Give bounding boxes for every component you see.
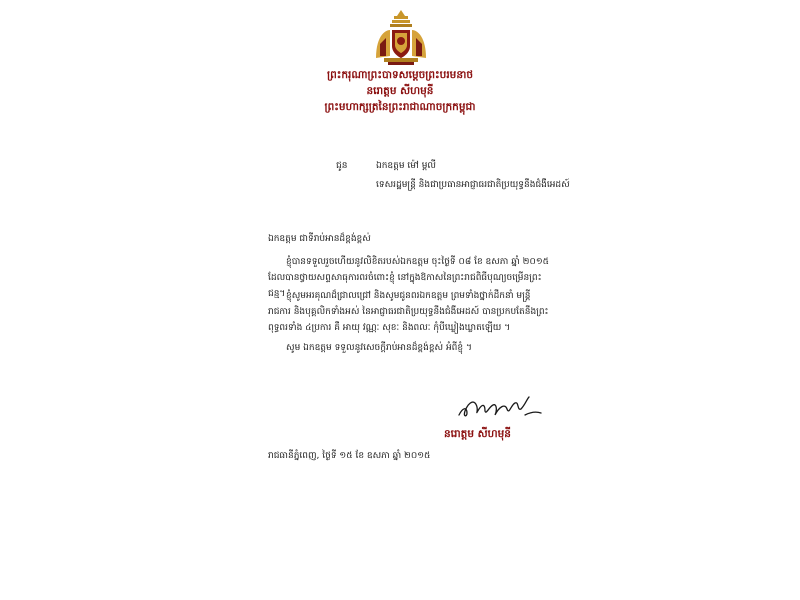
- body-paragraph-1: ខ្ញុំបានទទួលរួចហើយនូវលិខិតរបស់ឯកឧត្ដម ចុះថ្ងៃទី ០៨ ខែ ឧសភា ឆ្នាំ ២០១៥ ដែលបានថ្វាយសព្ទសាធុការពរចំពោះខ្ញុំ នៅក្នុងឱកាសនៃព្រះរាជពិធីបុណ្យចម្រើនព្រះជន្ម។: [268, 257, 550, 299]
- handwritten-signature-icon: [455, 393, 545, 421]
- salutation: ឯកឧត្ដម ជាទីរាប់អានដ៏ខ្ពង់ខ្ពស់: [268, 234, 371, 244]
- body-paragraph-3: សូម ឯកឧត្ដម ទទួលនូវសេចក្ដីរាប់អានដ៏ខ្ពង់ខ្ពស់ អំពីខ្ញុំ ។: [286, 343, 472, 353]
- to-label: ជូន: [336, 161, 348, 171]
- recipient-line: [336, 160, 436, 173]
- sender-title-line-1: ព្រះករុណាព្រះបាទសម្ដេចព្រះបរមនាថ: [326, 69, 473, 81]
- sender-title-line-3: ព្រះមហាក្សត្រនៃព្រះរាជាណាចក្រកម្ពុជា: [324, 101, 476, 113]
- sender-name-header: នរោត្តម សីហមុនី: [366, 85, 434, 97]
- recipient-title: ទេសរដ្ឋមន្ត្រី និងជាប្រធានអាជ្ញាធរជាតិប្រយុទ្ធនឹងជំងឺអេដស៍: [376, 180, 570, 190]
- royal-crest-icon: [370, 8, 432, 66]
- signatory-name: នរោត្តម សីហមុនី: [444, 428, 511, 440]
- body-paragraph-2: ខ្ញុំសូមអរគុណដ៏ជ្រាលជ្រៅ និងសូមជូនពរឯកឧត្ដម ព្រមទាំងថ្នាក់ដឹកនាំ មន្ត្រីរាជការ និងបុគ្គលិកទាំងអស់ នៃអាជ្ញាធរជាតិប្រយុទ្ធនឹងជំងឺអេដស៍ បានប្រកបតែនឹងព្រះពុទ្ធពរទាំង ៤ប្រការ គឺ អាយុ វណ្ណៈ សុខៈ និងពលៈ កុំបីឃ្លៀងឃ្លាតឡើយ ។: [268, 291, 549, 333]
- recipient-name: ឯកឧត្ដម ម៉ៅ ម្ដលី: [376, 161, 436, 171]
- place-and-date: រាជធានីភ្នំពេញ, ថ្ងៃទី ១៥ ខែ ឧសភា ឆ្នាំ ២០១៥: [268, 451, 431, 461]
